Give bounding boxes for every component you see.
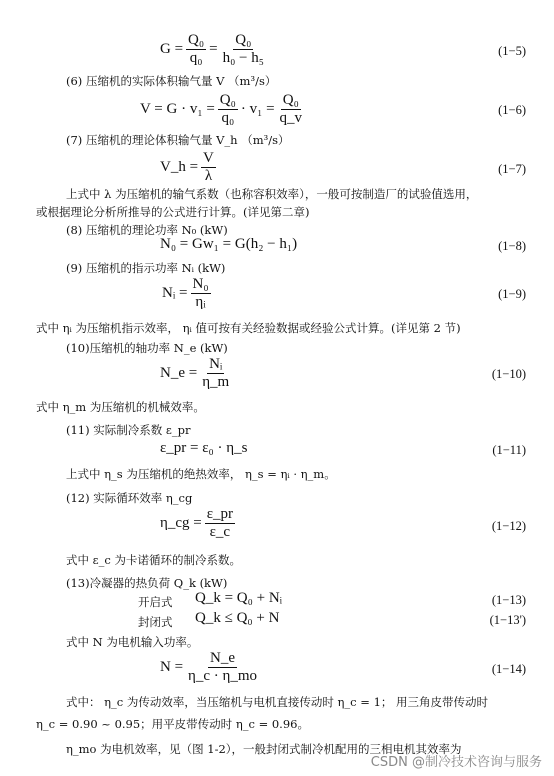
- equation-number: (1−14): [491, 662, 526, 676]
- equation-number: (1−6): [498, 103, 526, 117]
- equation-number: (1−5): [498, 44, 526, 58]
- paragraph: 式中 ε_c 为卡诺循环的制冷系数。: [66, 553, 241, 567]
- equation-1-8: N₀ = Gw₁ = G(h₂ − h₁): [160, 236, 298, 252]
- fraction: $\frac{\text{Q₀}}{q\_v}$: [279, 92, 303, 126]
- equation-number: (1−7): [498, 162, 526, 176]
- equation-1-5: G = $\frac{\text{Q₀}}{\text{q₀}}$ = $\frac{\text{Q₀}}{\text{h₀ − h₅}}$: [160, 32, 264, 66]
- item-7: (7) 压缩机的理论体积输气量 V_h （m³/s）: [66, 133, 290, 147]
- fraction: $\frac{\text{N₀}}{\text{ηᵢ}}$: [192, 276, 209, 310]
- equation-number: (1−13): [491, 593, 526, 607]
- equation-1-12: η_cg = $\frac{\varepsilon\_pr}{\varepsilon\_c}$: [160, 506, 234, 540]
- equation-number: (1−11): [492, 443, 526, 457]
- fraction: $\frac{\text{Q₀}}{\text{q₀}}$: [188, 32, 205, 66]
- eq-label-open: 开启式: [138, 595, 173, 609]
- item-10: (10)压缩机的轴功率 N_e (kW): [66, 341, 228, 355]
- paragraph: 式中： η_c 为传动效率，当压缩机与电机直接传动时 η_c = 1； 用三角皮带传动时: [66, 695, 489, 709]
- equation-1-7: V_h = $\frac{V}{\lambda}$: [160, 150, 214, 184]
- watermark: CSDN @制冷技术咨询与服务: [370, 755, 542, 770]
- fraction: $\frac{\text{Q₀}}{\text{q₀}}$: [219, 92, 236, 126]
- equation-1-10: N_e = $\frac{\text{Nᵢ}}{\eta\_m}$: [160, 356, 230, 390]
- paragraph: 式中 N 为电机输入功率。: [66, 635, 199, 649]
- equation-number: (1−13'): [489, 613, 526, 627]
- equation-1-11: ε_pr = ε₀ · η_s: [160, 440, 248, 456]
- fraction: $\frac{\text{Nᵢ}}{\eta\_m}$: [202, 356, 230, 390]
- item-13: (13)冷凝器的热负荷 Q_k (kW): [66, 576, 228, 590]
- item-12: (12) 实际循环效率 η_cg: [66, 491, 193, 505]
- paragraph: η_mo 为电机效率，见（图 1-2），一般封闭式制冷机配用的三相电机其效率为: [66, 742, 462, 756]
- fraction: $\frac{\varepsilon\_pr}{\varepsilon\_c}$: [206, 506, 234, 540]
- fraction: $\frac{\text{Q₀}}{\text{h₀ − h₅}}$: [222, 32, 264, 66]
- item-9: (9) 压缩机的指示功率 Nᵢ (kW): [66, 261, 226, 275]
- item-6: (6) 压缩机的实际体积输气量 V （m³/s）: [66, 74, 277, 88]
- paragraph: 式中 η_m 为压缩机的机械效率。: [36, 400, 205, 414]
- paragraph: 式中 ηᵢ 为压缩机指示效率， ηᵢ 值可按有关经验数据或经验公式计算。(详见第 2 节): [36, 321, 461, 335]
- equation-1-13p: Q_k ≤ Q₀ + N: [195, 610, 280, 626]
- item-11: (11) 实际制冷系数 ε_pr: [66, 423, 191, 437]
- eq-label-closed: 封闭式: [138, 615, 173, 629]
- fraction: $\frac{V}{\lambda}$: [203, 150, 214, 184]
- paragraph: 上式中 η_s 为压缩机的绝热效率， η_s = ηᵢ · η_m。: [66, 467, 336, 481]
- equation-1-14: N = $\frac{N\_e}{\eta\_c \cdot \eta\_mo}$: [160, 650, 258, 684]
- eq-lhs: G =: [160, 41, 184, 57]
- equation-number: (1−12): [491, 519, 526, 533]
- paragraph: 上式中 λ 为压缩机的输气系数（也称容积效率），一般可按制造厂的试验值选用，: [66, 187, 478, 201]
- fraction: $\frac{N\_e}{\eta\_c \cdot \eta\_mo}$: [188, 650, 258, 684]
- paragraph: 或根据理论分析所推导的公式进行计算。(详见第二章): [36, 205, 310, 219]
- equation-1-9: Nᵢ = $\frac{\text{N₀}}{\text{ηᵢ}}$: [162, 276, 209, 310]
- equation-number: (1−9): [498, 287, 526, 301]
- paragraph: η_c = 0.90 ~ 0.95；用平皮带传动时 η_c = 0.96。: [36, 717, 309, 731]
- equation-number: (1−8): [498, 239, 526, 253]
- equation-1-13: Q_k = Q₀ + Nᵢ: [195, 590, 283, 606]
- item-8: (8) 压缩机的理论功率 N₀ (kW): [66, 223, 228, 237]
- equation-number: (1−10): [491, 367, 526, 381]
- equation-1-6: V = G · v₁ = $\frac{\text{Q₀}}{\text{q₀}}$ · v₁ = $\frac{\text{Q₀}}{q\_v}$: [140, 92, 303, 126]
